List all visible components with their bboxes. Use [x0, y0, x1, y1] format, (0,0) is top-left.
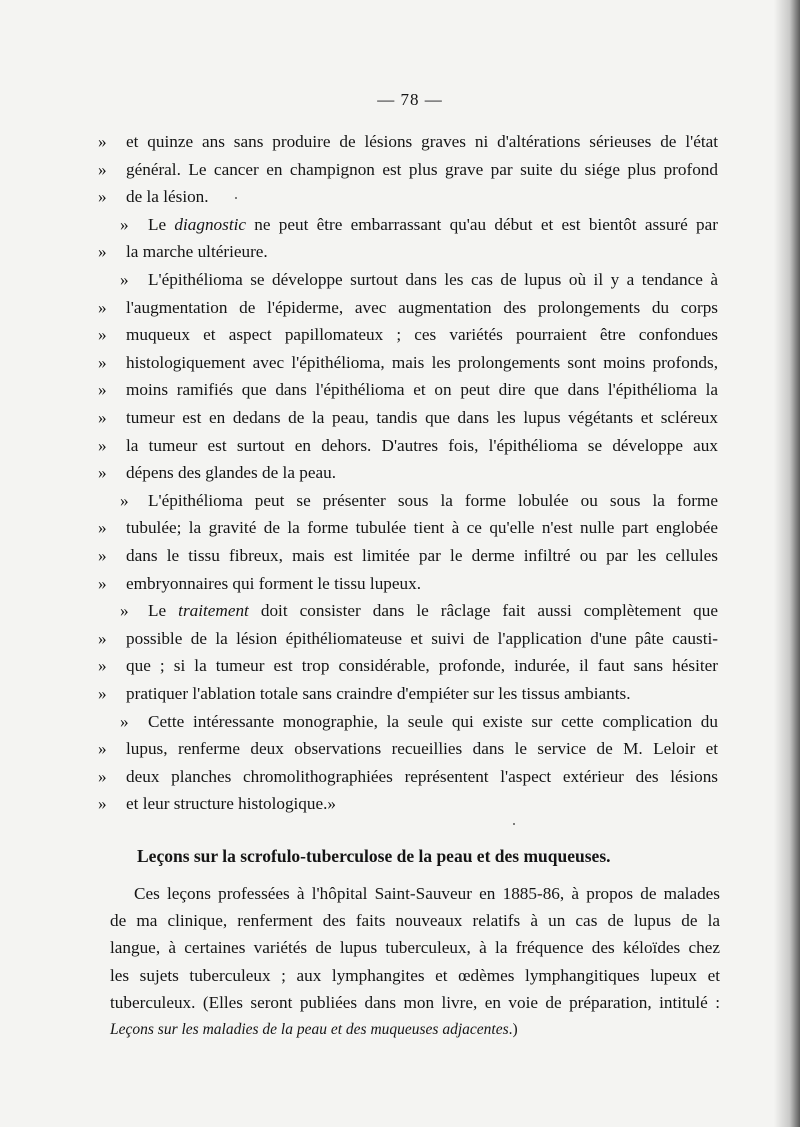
- speck: [235, 197, 237, 199]
- line-text: la tumeur est surtout en dehors. D'autres fois, l'épithélioma se développe aux: [126, 435, 718, 455]
- emphasis-word: diagnostic: [174, 214, 247, 234]
- line-text: muqueux et aspect papillomateux ; ces variétés pourraient être confondues: [126, 325, 718, 345]
- quote-mark: »: [98, 242, 107, 262]
- line-text: pratiquer l'ablation totale sans craindre d'empiéter sur les tissus ambiants.: [126, 684, 631, 703]
- quote-mark: »: [98, 739, 107, 759]
- book-title: Leçons sur les maladies de la peau et des muqueuses adjacentes: [110, 1021, 509, 1038]
- section-heading: Leçons sur la scrofulo-tuberculose de la peau et des muqueuses.: [137, 846, 611, 866]
- quote-mark: »: [98, 794, 107, 814]
- quote-mark: »: [98, 628, 107, 648]
- line-text: Cette intéressante monographie, la seule qui existe sur cette complication du: [148, 711, 718, 731]
- line-text: possible de la lésion épithéliomateuse et suivi de l'application d'une pâte causti-: [126, 628, 718, 648]
- text-line: [98, 378, 718, 402]
- text-line: [98, 240, 268, 264]
- line-text: lupus, renferme deux observations recueillies dans le service de M. Leloir et: [126, 739, 718, 759]
- quote-mark: »: [98, 546, 107, 565]
- quote-mark: »: [98, 684, 107, 703]
- quote-mark: »: [98, 408, 107, 427]
- text-line: [98, 654, 718, 678]
- text-line: [98, 765, 718, 789]
- quote-mark: »: [98, 132, 107, 151]
- line-text: tumeur est en dedans de la peau, tandis que dans les lupus végétants et scléreux: [126, 408, 718, 427]
- line-text: que ; si la tumeur est trop considérable, profonde, indurée, il faut sans hésiter: [126, 656, 718, 676]
- text-line: [98, 351, 718, 375]
- text-line: [120, 489, 718, 513]
- text-line: de ma clinique, renferment des faits nouveaux relatifs à un cas de lupus de la: [110, 911, 720, 931]
- text-line: [120, 268, 718, 292]
- page-edge-shadow: [774, 0, 800, 1127]
- line-text: tubulée; la gravité de la forme tubulée tient à ce qu'elle n'est nulle part englobée: [126, 518, 718, 538]
- text-line: [98, 544, 718, 568]
- text-line: [98, 627, 718, 651]
- line-text: L'épithélioma peut se présenter sous la forme lobulée ou sous la forme: [148, 490, 718, 510]
- line-text: et quinze ans sans produire de lésions graves ni d'altérations sérieuses de l'état: [126, 132, 718, 151]
- text-line: [98, 323, 718, 347]
- text-line: [98, 296, 718, 320]
- speck: [513, 823, 515, 825]
- text-line: [98, 682, 631, 706]
- text-line: [98, 461, 336, 485]
- quote-mark: »: [98, 656, 107, 676]
- line-text: la marche ultérieure.: [126, 242, 268, 262]
- line-text: moins ramifiés que dans l'épithélioma et on peut dire que dans l'épithélioma la: [126, 380, 718, 400]
- text-line: [98, 737, 718, 761]
- line-text: histologiquement avec l'épithélioma, mais les prolongements sont moins profonds,: [126, 352, 718, 372]
- line-text: dépens des glandes de la peau.: [126, 463, 336, 483]
- line-text: l'augmentation de l'épiderme, avec augmentation des prolongements du corps: [126, 297, 718, 317]
- text-line: Leçons sur les maladies de la peau et des muqueuses adjacentes.): [110, 1021, 518, 1038]
- text-line: [120, 213, 718, 237]
- page-number: — 78 —: [377, 90, 443, 109]
- emphasis-word: traitement: [178, 601, 249, 621]
- quote-mark: »: [98, 518, 107, 538]
- text-line: les sujets tuberculeux ; aux lymphangites et œdèmes lymphangitiques lupeux et: [110, 965, 720, 985]
- text-line: [98, 516, 718, 540]
- text-line: langue, à certaines variétés de lupus tuberculeux, à la fréquence des kéloïdes chez: [110, 938, 720, 958]
- text-line: [98, 130, 718, 154]
- quote-mark: »: [98, 297, 107, 317]
- text-line: [98, 185, 209, 209]
- quote-mark: »: [98, 187, 107, 207]
- line-text: Le traitement doit consister dans le râclage fait aussi complètement que: [148, 601, 718, 621]
- quote-mark: »: [120, 601, 129, 621]
- quote-mark: »: [98, 352, 107, 372]
- quote-mark: »: [120, 214, 129, 234]
- text-line: [120, 710, 718, 734]
- quote-mark: »: [98, 463, 107, 483]
- quote-mark: »: [98, 435, 107, 455]
- line-text: de la lésion.: [126, 187, 209, 207]
- line-text: embryonnaires qui forment le tissu lupeux.: [126, 573, 421, 593]
- quote-mark: »: [120, 270, 129, 289]
- quote-mark: »: [120, 711, 129, 731]
- text-line: [98, 572, 421, 596]
- quote-mark: »: [98, 766, 107, 786]
- quote-mark: »: [98, 573, 107, 593]
- quote-mark: »: [98, 380, 107, 400]
- text-line: [120, 599, 718, 623]
- line-text: Le diagnostic ne peut être embarrassant qu'au début et est bientôt assuré par: [148, 214, 719, 234]
- quote-mark: »: [98, 325, 107, 345]
- text-line: [98, 434, 718, 458]
- text-line: Ces leçons professées à l'hôpital Saint-Sauveur en 1885-86, à propos de malades: [134, 884, 720, 903]
- text-line: [98, 158, 718, 182]
- text-line: tuberculeux. (Elles seront publiées dans mon livre, en voie de préparation, intitulé :: [110, 992, 720, 1012]
- text-line: [98, 406, 718, 430]
- text-line: [98, 792, 336, 816]
- line-text: général. Le cancer en champignon est plus grave par suite du siége plus profond: [126, 159, 718, 179]
- line-text: et leur structure histologique.»: [126, 794, 337, 814]
- line-text: L'épithélioma se développe surtout dans les cas de lupus où il y a tendance à: [148, 270, 718, 289]
- line-text: deux planches chromolithographiées représentent l'aspect extérieur des lésions: [126, 766, 718, 786]
- quote-mark: »: [120, 490, 129, 510]
- line-text: dans le tissu fibreux, mais est limitée par le derme infiltré ou par les cellules: [126, 546, 718, 565]
- quote-mark: »: [98, 159, 107, 179]
